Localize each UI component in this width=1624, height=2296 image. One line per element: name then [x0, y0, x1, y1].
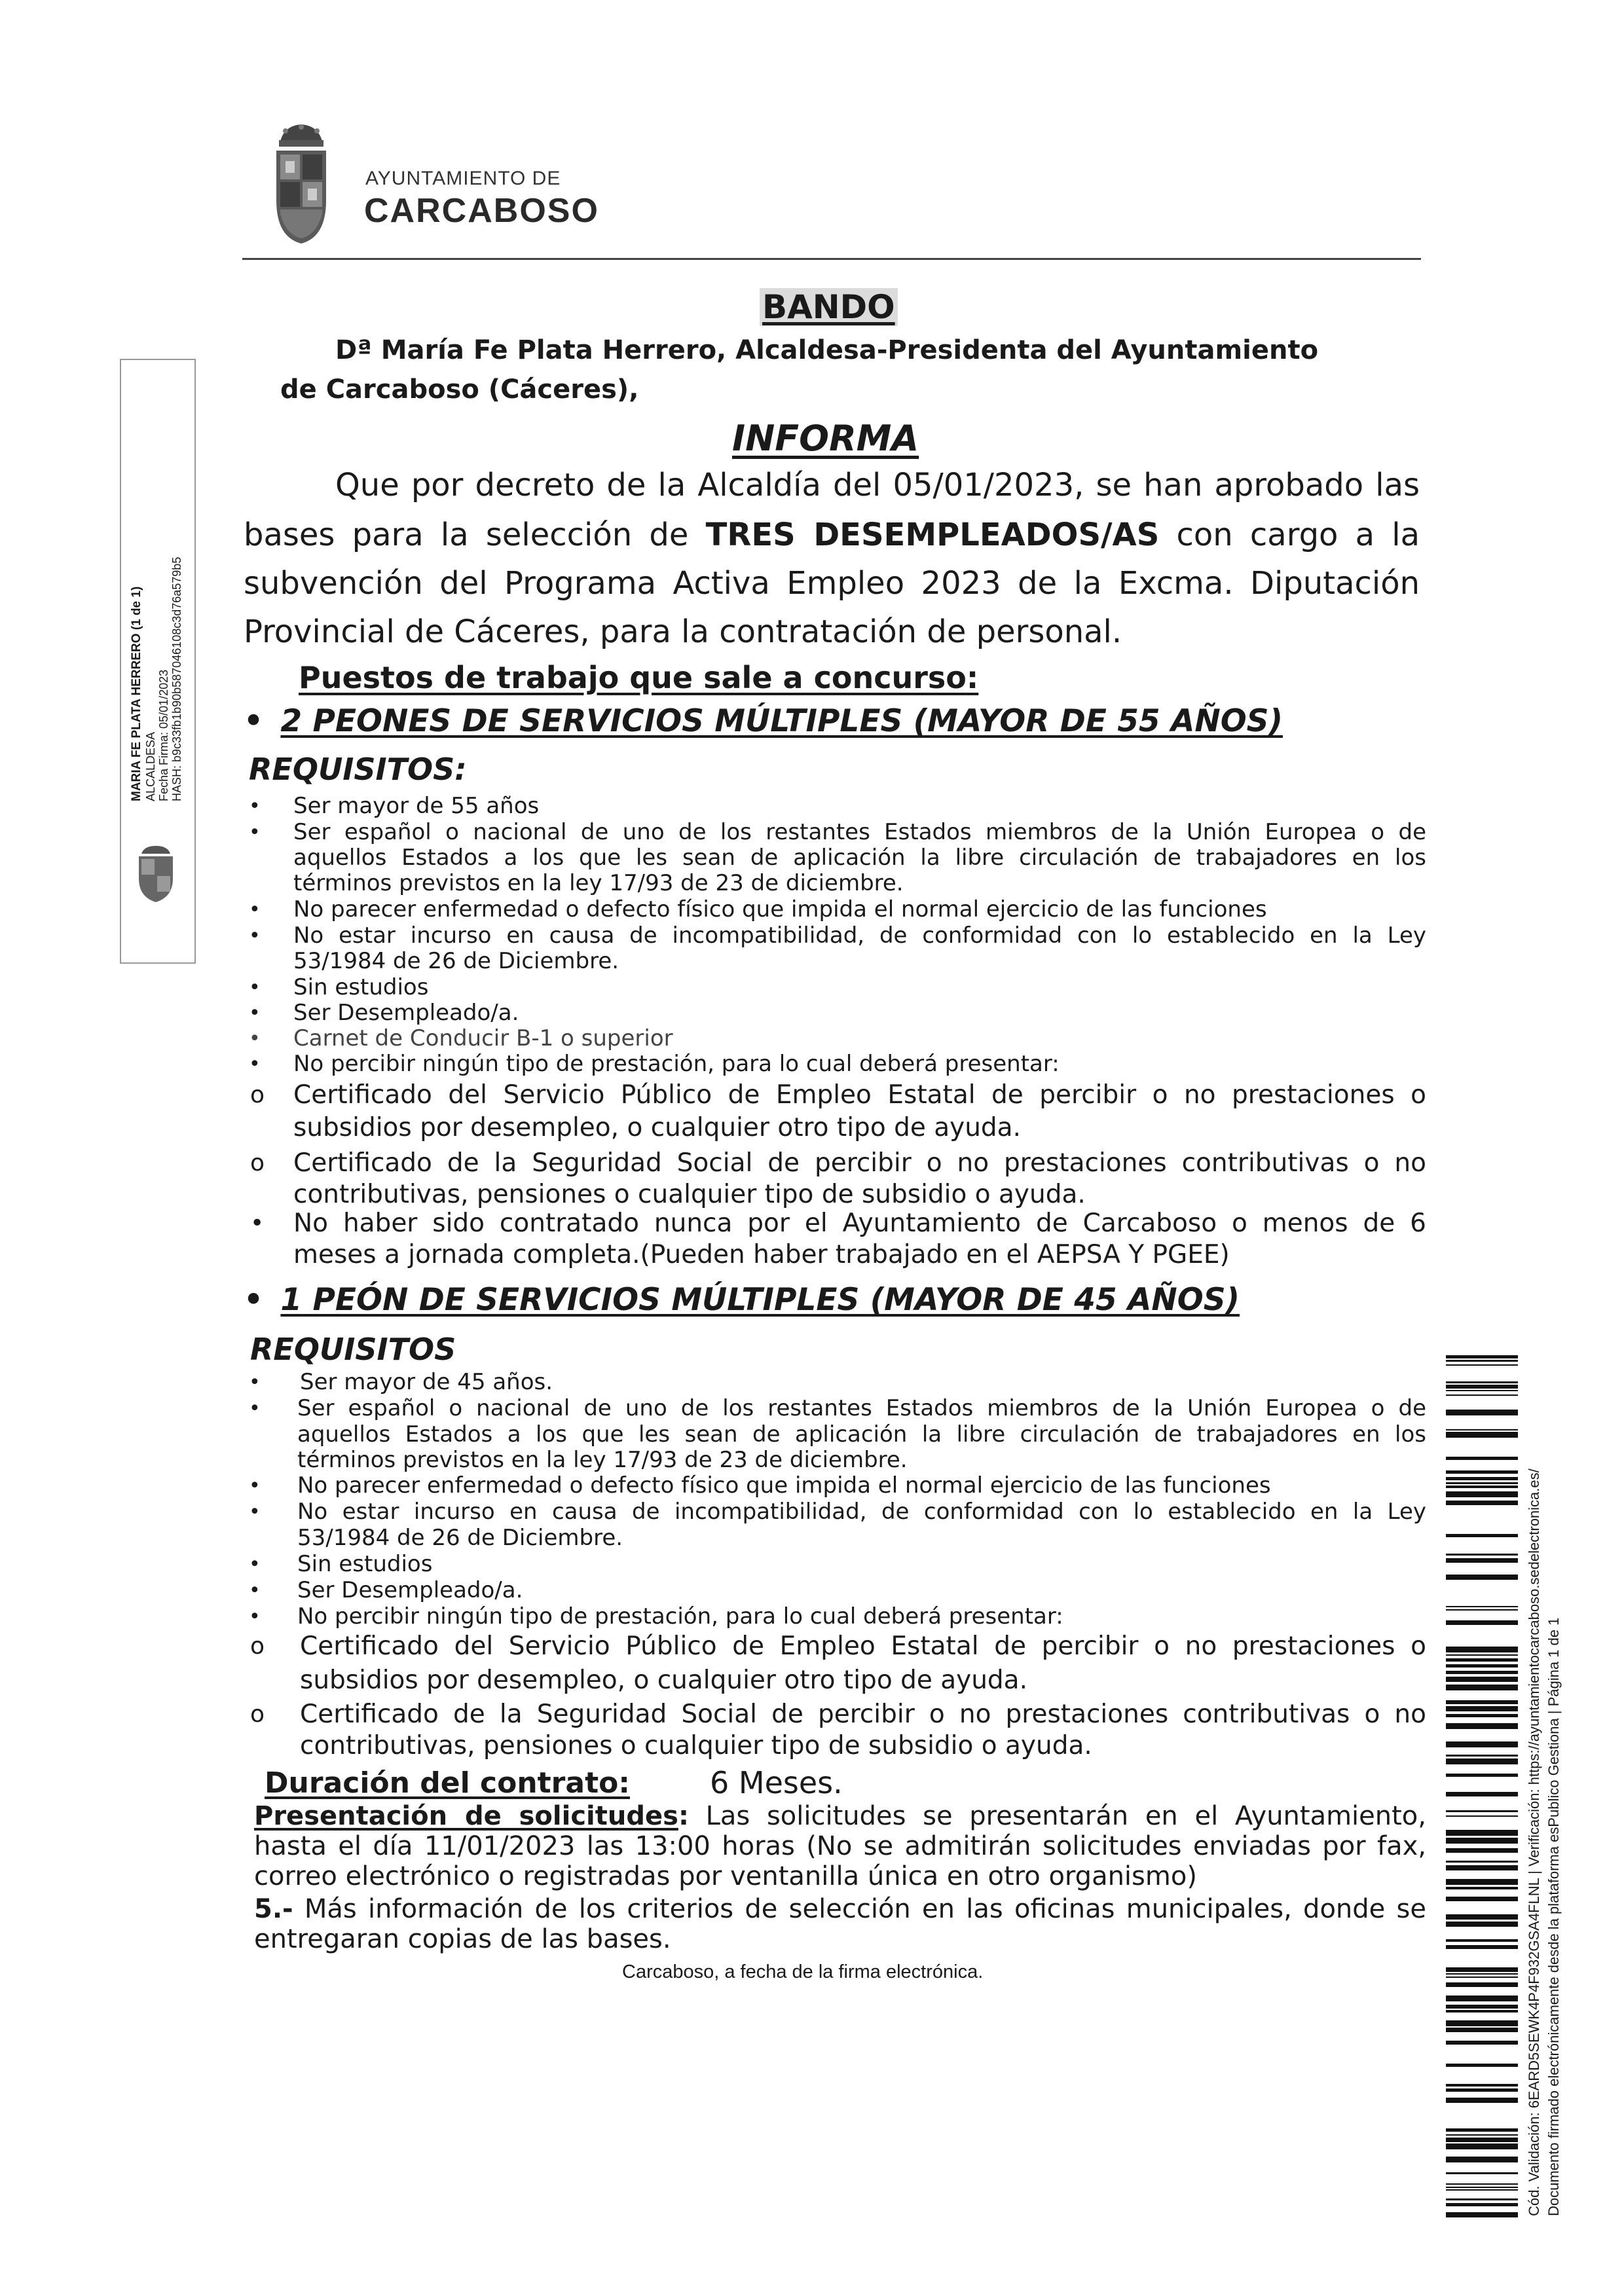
s1-item-7-text: Carnet de Conducir B-1 o superior	[293, 1025, 673, 1051]
bullet-icon: •	[249, 976, 261, 999]
bullet-icon: •	[249, 1053, 261, 1076]
section-2-requisitos: REQUISITOS	[250, 1332, 456, 1367]
s1-item-5-text: Sin estudios	[293, 974, 429, 1000]
section-1-requisitos-colon: :	[454, 752, 467, 787]
barcode-bar	[1446, 2098, 1518, 2103]
bullet-icon: •	[249, 1605, 261, 1628]
barcode-bar	[1446, 1922, 1518, 1927]
section-1-bullet: •	[244, 703, 264, 739]
intro-line-2-pre: bases para la selección de	[244, 517, 706, 553]
barcode-bar	[1446, 1945, 1518, 1949]
puestos-heading-text: Puestos de trabajo que sale a concurso	[299, 660, 967, 695]
barcode-bar	[1446, 1815, 1518, 1817]
barcode-bar	[1446, 2005, 1518, 2009]
document-title: BANDO	[760, 288, 898, 326]
presentacion-line-1	[254, 1802, 1426, 1831]
barcode-bar	[1446, 1485, 1518, 1488]
duracion-value: 6 Meses.	[710, 1765, 843, 1800]
barcode-bar	[1446, 1973, 1518, 1975]
barcode-bar	[1446, 2143, 1518, 2149]
municipality-label: AYUNTAMIENTO DE	[365, 168, 561, 189]
barcode-bar	[1446, 1654, 1518, 1656]
section-1-title-text: 2 PEONES DE SERVICIOS MÚLTIPLES (MAYOR DE 55 AÑOS)	[280, 703, 1283, 739]
presentacion-text-1: Las solicitudes se presentarán en el Ayuntamiento,	[688, 1801, 1426, 1831]
barcode-bar	[1446, 2187, 1518, 2188]
signature-date-line: Carcaboso, a fecha de la firma electrónica.	[622, 1961, 984, 1982]
barcode-bar	[1446, 2020, 1518, 2026]
info-text-1: Más información de los criterios de selección en las oficinas municipales, donde se	[293, 1894, 1426, 1924]
barcode-bar	[1446, 1364, 1518, 1366]
info-line-2: entregaran copias de las bases.	[254, 1924, 671, 1954]
signature-date: Fecha Firma: 05/01/2023	[157, 669, 170, 801]
signer-name: MARIA FE PLATA HERRERO (1 de 1)	[130, 586, 143, 801]
barcode-bar	[1446, 1879, 1518, 1885]
bullet-icon: •	[249, 1579, 261, 1602]
s1-item-8-text: No percibir ningún tipo de prestación, para lo cual deberá presentar:	[293, 1051, 1060, 1077]
puestos-heading	[299, 660, 978, 695]
barcode-bar	[1446, 2198, 1518, 2200]
barcode-bar	[1446, 1501, 1518, 1505]
barcode-bar	[1446, 2203, 1518, 2206]
bullet-icon: •	[249, 821, 261, 844]
barcode-bar	[1446, 1741, 1518, 1747]
header-divider	[242, 258, 1421, 260]
barcode-bar	[1446, 1939, 1518, 1942]
intro-line-1: Que por decreto de la Alcaldía del 05/01/2023, se han aprobado las	[335, 467, 1420, 503]
s1-item-2-line-3: términos previstos en la ley 17/93 de 23 de diciembre.	[293, 870, 904, 896]
barcode-bar	[1446, 2172, 1518, 2174]
circle-bullet-icon: o	[250, 1701, 265, 1728]
barcode-bar	[1446, 2028, 1518, 2032]
bullet-icon: •	[249, 1027, 261, 1050]
barcode-bar	[1446, 1381, 1518, 1383]
barcode-bar	[1446, 1677, 1518, 1682]
barcode-bar	[1446, 1394, 1518, 1396]
barcode-bar	[1446, 2010, 1518, 2013]
s2-item-4-line-2: 53/1984 de 26 de Diciembre.	[297, 1525, 623, 1551]
s1-item-4-line-1: No estar incurso en causa de incompatibilidad, de conformidad con lo establecido en la Ley	[293, 922, 1426, 949]
barcode-bar	[1446, 1429, 1518, 1430]
barcode-bar	[1446, 1685, 1518, 1690]
circle-bullet-icon: o	[250, 1633, 265, 1660]
bullet-icon: •	[249, 1501, 261, 1523]
s1-item-9-line-1: Certificado del Servicio Público de Empleo Estatal de percibir o no prestaciones o	[293, 1080, 1426, 1110]
intro-line-4: Provincial de Cáceres, para la contratación de personal.	[244, 613, 1122, 650]
barcode-bar	[1446, 2157, 1518, 2162]
barcode-bar	[1446, 1755, 1518, 1757]
barcode-bar	[1446, 1554, 1518, 1556]
barcode-bar	[1446, 1575, 1518, 1580]
signature-hash: HASH: b9c33fb1b90b587046108c3d76a579b5	[170, 556, 183, 801]
info-line-1	[254, 1895, 1426, 1923]
barcode-bar	[1446, 1534, 1518, 1537]
barcode-bar	[1446, 2189, 1518, 2191]
section-1-requisitos	[249, 752, 467, 787]
bullet-icon: •	[249, 1397, 261, 1420]
validation-platform: Documento firmado electrónicamente desde la plataforma esPublico Gestiona | Página 1 de 1	[1545, 1617, 1562, 2216]
section-2-title-text: 1 PEÓN DE SERVICIOS MÚLTIPLES (MAYOR DE 45 AÑOS)	[280, 1282, 1240, 1318]
intro-line-2-bold: TRES DESEMPLEADOS/AS	[705, 517, 1160, 553]
s2-item-7-text: No percibir ningún tipo de prestación, para lo cual deberá presentar:	[297, 1603, 1063, 1630]
bullet-icon: •	[249, 1474, 261, 1497]
duracion-label: Duración del contrato:	[265, 1766, 630, 1800]
s1-item-1-text: Ser mayor de 55 años	[293, 793, 540, 819]
s1-item-10-line-1: Certificado de la Seguridad Social de percibir o no prestaciones contributivas o no	[293, 1148, 1426, 1178]
bullet-icon: •	[249, 1002, 261, 1025]
barcode-bar	[1446, 1977, 1518, 1978]
barcode-bar	[1446, 2183, 1518, 2185]
barcode-bar	[1446, 1914, 1518, 1920]
s2-item-6-text: Ser Desempleado/a.	[297, 1577, 523, 1603]
barcode-bar	[1446, 1897, 1518, 1901]
barcode-bar	[1446, 1830, 1518, 1836]
barcode-bar	[1446, 1810, 1518, 1812]
bullet-icon: •	[249, 1553, 261, 1576]
barcode-bar	[1446, 1714, 1518, 1717]
barcode-bar	[1446, 1606, 1518, 1607]
validation-code: Cód. Validación: 6EARD5SEWK4P4F932GSA4FLNL | Verificación: https://ayuntamientocarcaboso.sedelectronica.es/	[1526, 1468, 1542, 2216]
barcode-bar	[1446, 1355, 1518, 1358]
small-coat-of-arms-icon	[135, 845, 177, 903]
section-2-title	[244, 1282, 1240, 1318]
s1-item-4-line-2: 53/1984 de 26 de Diciembre.	[293, 948, 619, 974]
barcode-bar	[1446, 2134, 1518, 2136]
barcode-bar	[1446, 2064, 1518, 2067]
section-1-requisitos-label: REQUISITOS	[249, 752, 455, 787]
barcode-bar	[1446, 1848, 1518, 1853]
barcode-bar	[1446, 1470, 1518, 1474]
s1-item-9-line-2: subsidios por desempleo, o cualquier otro tipo de ayuda.	[293, 1113, 1021, 1142]
barcode-bar	[1446, 1758, 1518, 1764]
intro-line-3: subvención del Programa Activa Empleo 2023 de la Excma. Diputación	[244, 565, 1420, 602]
barcode-bar	[1446, 2212, 1518, 2217]
barcode-bar	[1446, 1385, 1518, 1389]
barcode-bar	[1446, 1838, 1518, 1844]
signer-role: ALCALDESA	[144, 731, 157, 801]
s2-item-2-line-2: aquellos Estados a los que les sean de aplicación la libre circulación de trabajadores en los	[297, 1421, 1426, 1448]
officer-line-2: de Carcaboso (Cáceres),	[280, 374, 639, 405]
presentacion-line-2: hasta el día 11/01/2023 las 13:00 horas (No se admitirán solicitudes enviadas por fax,	[254, 1831, 1426, 1861]
municipality-name: CARCABOSO	[364, 192, 599, 230]
bullet-icon: •	[250, 1210, 265, 1237]
s1-item-3-text: No parecer enfermedad o defecto físico que impida el normal ejercicio de las funciones	[293, 896, 1267, 922]
puestos-heading-colon: :	[966, 660, 979, 695]
barcode-bar	[1446, 1477, 1518, 1480]
circle-bullet-icon: o	[250, 1150, 265, 1176]
presentacion-line-3: correo electrónico o registradas por ventanilla única en otro organismo)	[254, 1861, 1197, 1891]
s1-item-2-line-2: aquellos Estados a los que les sean de aplicación la libre circulación de trabajadores en los	[293, 845, 1426, 871]
s1-item-6-text: Ser Desempleado/a.	[293, 1000, 519, 1026]
barcode-bar	[1446, 1360, 1518, 1362]
bullet-icon: •	[249, 898, 261, 921]
s1-item-11-line-2: meses a jornada completa.(Pueden haber trabajado en el AEPSA Y PGEE)	[293, 1240, 1230, 1269]
barcode-icon	[1446, 1355, 1518, 2226]
barcode-bar	[1446, 1774, 1518, 1777]
s2-item-3-text: No parecer enfermedad o defecto físico que impida el normal ejercicio de las funciones	[297, 1472, 1271, 1499]
bullet-icon: •	[249, 1371, 261, 1394]
s2-item-9-line-2: contributivas, pensiones o cualquier tipo de subsidio o ayuda.	[300, 1731, 1092, 1760]
barcode-bar	[1446, 1995, 1518, 2001]
barcode-bar	[1446, 1647, 1518, 1652]
barcode-bar	[1446, 1664, 1518, 1667]
s2-item-5-text: Sin estudios	[297, 1551, 433, 1577]
barcode-bar	[1446, 1491, 1518, 1497]
barcode-bar	[1446, 2084, 1518, 2086]
barcode-bar	[1446, 1967, 1518, 1972]
s2-item-2-line-3: términos previstos en la ley 17/93 de 23 de diciembre.	[297, 1447, 908, 1473]
barcode-bar	[1446, 1671, 1518, 1674]
barcode-bar	[1446, 1620, 1518, 1625]
s2-item-8-line-2: subsidios por desempleo, o cualquier otro tipo de ayuda.	[300, 1666, 1027, 1695]
barcode-bar	[1446, 1457, 1518, 1460]
coat-of-arms-logo	[271, 122, 331, 246]
bullet-icon: •	[249, 924, 261, 947]
bullet-icon: •	[249, 795, 261, 818]
barcode-bar	[1446, 1792, 1518, 1796]
barcode-bar	[1446, 1482, 1518, 1484]
barcode-bar	[1446, 2041, 1518, 2045]
barcode-bar	[1446, 1706, 1518, 1711]
informa-heading: INFORMA	[732, 418, 919, 459]
barcode-bar	[1446, 1410, 1518, 1415]
barcode-bar	[1446, 1861, 1518, 1863]
barcode-bar	[1446, 1887, 1518, 1889]
barcode-bar	[1446, 1390, 1518, 1391]
intro-line-2	[244, 517, 1420, 553]
s1-item-11-line-1: No haber sido contratado nunca por el Ayuntamiento de Carcaboso o menos de 6	[293, 1209, 1426, 1238]
info-number: 5.-	[254, 1894, 293, 1924]
s1-item-2-line-1: Ser español o nacional de uno de los restantes Estados miembros de la Unión Europea o de	[293, 819, 1426, 845]
s1-item-10-line-2: contributivas, pensiones o cualquier tipo de subsidio o ayuda.	[293, 1180, 1086, 1209]
barcode-bar	[1446, 1558, 1518, 1563]
s2-item-4-line-1: No estar incurso en causa de incompatibilidad, de conformidad con lo establecido en la Ley	[297, 1499, 1426, 1525]
presentacion-colon: :	[678, 1801, 689, 1831]
barcode-bar	[1446, 2138, 1518, 2142]
s2-item-9-line-1: Certificado de la Seguridad Social de percibir o no prestaciones contributivas o no	[300, 1700, 1426, 1729]
barcode-bar	[1446, 1982, 1518, 1987]
presentacion-label: Presentación de solicitudes	[254, 1801, 678, 1831]
section-1-title	[244, 703, 1283, 739]
officer-line-1: Dª María Fe Plata Herrero, Alcaldesa-Presidenta del Ayuntamiento	[335, 335, 1319, 365]
s2-item-1-text: Ser mayor de 45 años.	[300, 1369, 553, 1395]
barcode-bar	[1446, 1865, 1518, 1870]
s2-item-2-line-1: Ser español o nacional de uno de los restantes Estados miembros de la Unión Europea o de	[297, 1395, 1426, 1421]
barcode-bar	[1446, 2088, 1518, 2092]
barcode-bar	[1446, 1609, 1518, 1611]
barcode-bar	[1446, 1432, 1518, 1438]
barcode-bar	[1446, 2128, 1518, 2132]
circle-bullet-icon: o	[250, 1082, 265, 1108]
s2-item-8-line-1: Certificado del Servicio Público de Empleo Estatal de percibir o no prestaciones o	[300, 1631, 1426, 1661]
section-2-bullet: •	[244, 1282, 264, 1318]
intro-line-2-post: con cargo a la	[1159, 517, 1420, 553]
barcode-bar	[1446, 1658, 1518, 1662]
barcode-bar	[1446, 1700, 1518, 1704]
barcode-bar	[1446, 1723, 1518, 1729]
